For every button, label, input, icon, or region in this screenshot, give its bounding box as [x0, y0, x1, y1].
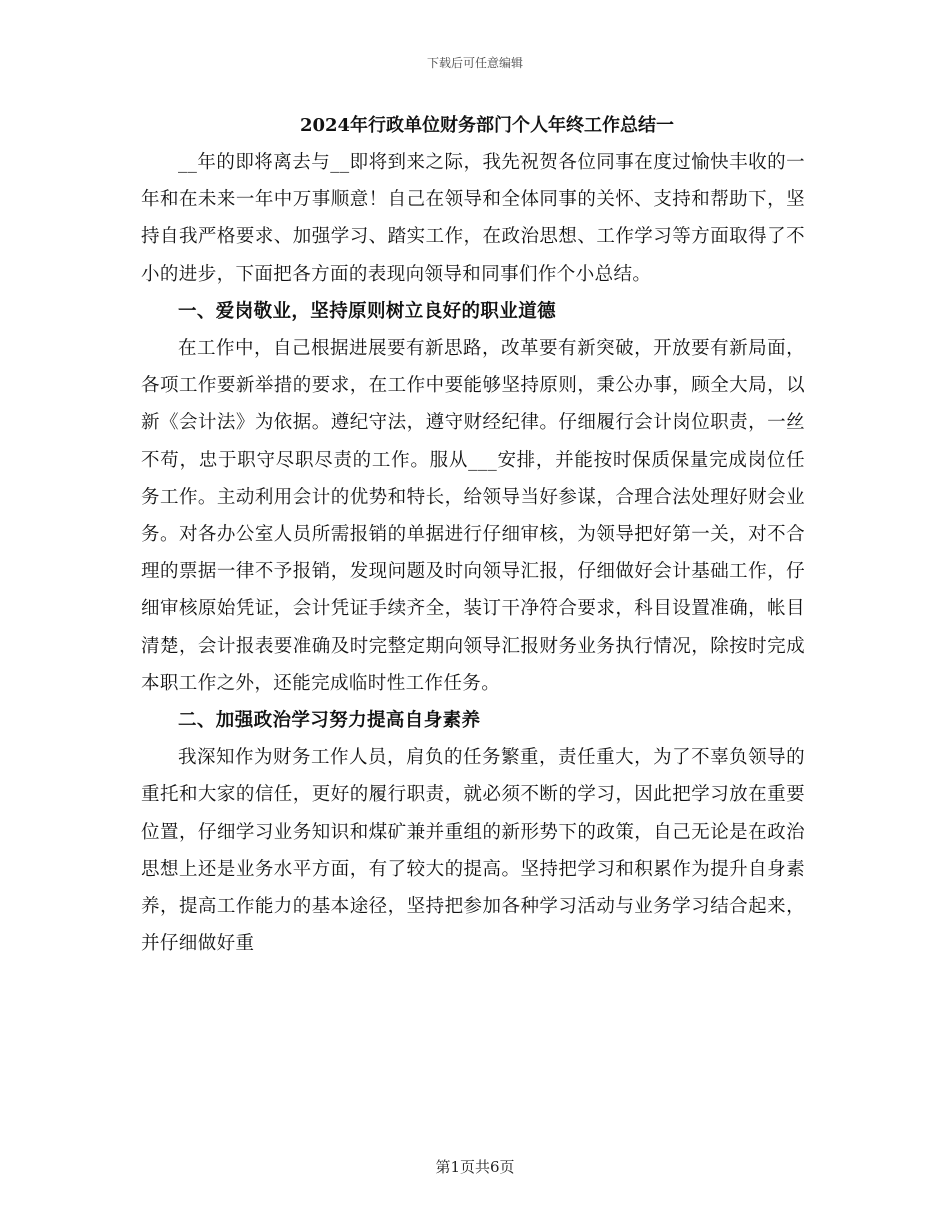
- page-footer-number: 第1页共6页: [435, 1158, 515, 1176]
- page-header-note: 下载后可任意编辑: [426, 56, 523, 70]
- document-body: [141, 108, 805, 962]
- section-heading-1: 一、爱岗敬业，坚持原则树立良好的职业道德: [178, 300, 557, 322]
- section-heading-2: 二、加强政治学习努力提高自身素养: [178, 710, 481, 732]
- document-title: 2024年行政单位财务部门个人年终工作总结一: [299, 115, 675, 136]
- section-2-paragraph: 我深知作为财务工作人员，肩负的任务繁重，责任重大，为了不辜负领导的重托和大家的信任，更好的履行职责，就必须不断的学习，因此把学习放在重要位置，仔细学习业务知识和煤矿兼并重组的新形势下的政策，自己无论是在政治思想上还是业务水平方面，有了较大的提高。坚持把学习和积累作为提升自身素养，提高工作能力的基本途径，坚持把参加各种学习活动与业务学习结合起来，并仔细做好重: [141, 747, 805, 955]
- intro-paragraph: __年的即将离去与__即将到来之际，我先祝贺各位同事在度过愉快丰收的一年和在未来一年中万事顺意！自己在领导和全体同事的关怀、支持和帮助下，坚持自我严格要求、加强学习、踏实工作，在政治思想、工作学习等方面取得了不小的进步，下面把各方面的表现向领导和同事们作个小总结。: [141, 152, 805, 285]
- section-1-paragraph: 在工作中，自己根据进展要有新思路，改革要有新突破，开放要有新局面，各项工作要新举措的要求，在工作中要能够坚持原则，秉公办事，顾全大局，以新《会计法》为依据。遵纪守法，遵守财经纪律。仔细履行会计岗位职责，一丝不苟，忠于职守尽职尽责的工作。服从___安排，并能按时保质保量完成岗位任务工作。主动利用会计的优势和特长，给领导当好参谋，合理合法处理好财会业务。对各办公室人员所需报销的单据进行仔细审核，为领导把好第一关，对不合理的票据一律不予报销，发现问题及时向领导汇报，仔细做好会计基础工作，仔细审核原始凭证，会计凭证手续齐全，装订干净符合要求，科目设置准确，帐目清楚，会计报表要准确及时完整定期向领导汇报财务业务执行情况，除按时完成本职工作之外，还能完成临时性工作任务。: [141, 338, 805, 694]
